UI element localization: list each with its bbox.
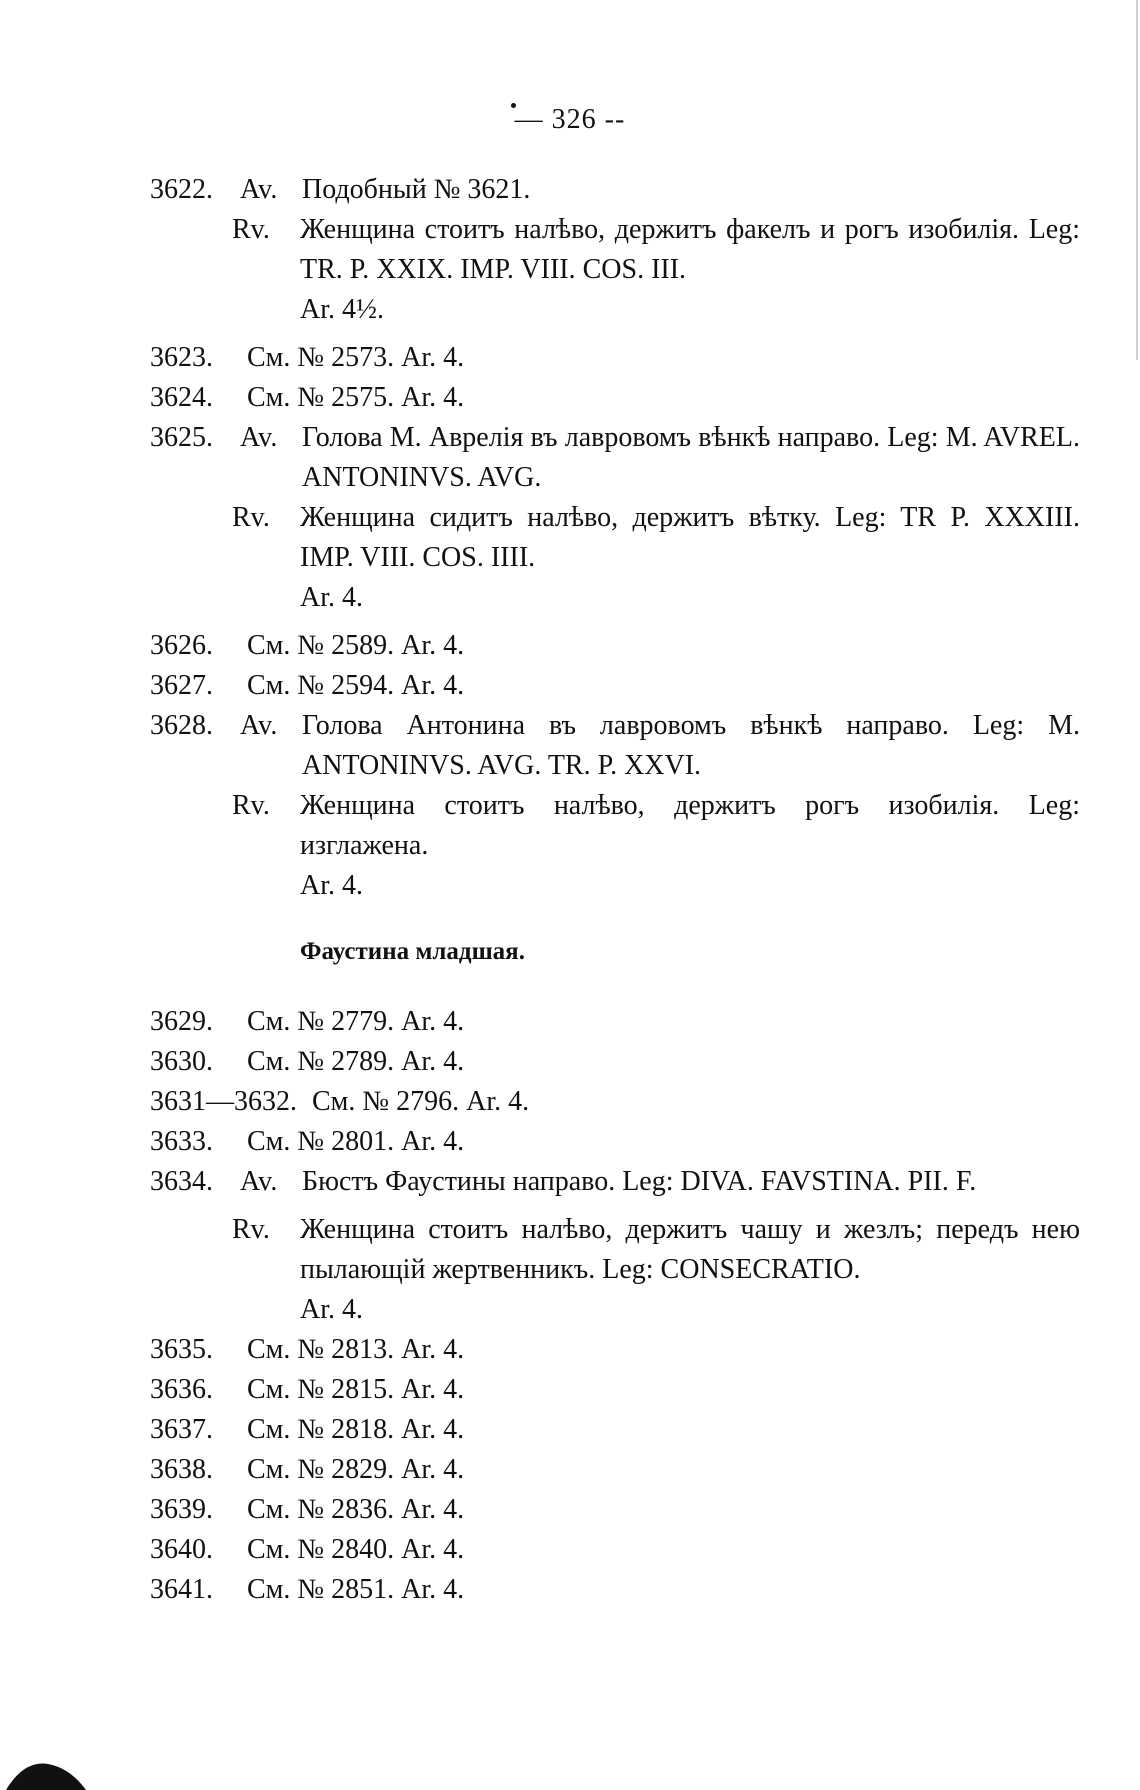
entry-number: 3628. (150, 710, 213, 741)
entry-number: 3626. (150, 630, 213, 661)
entry-number: 3633. (150, 1126, 213, 1157)
entry-number: 3629. (150, 1006, 213, 1037)
entry-text: См. № 2779. Ar. 4. (247, 1006, 465, 1037)
section-title: Фаустина младшая. (300, 938, 525, 965)
obverse-label: Av. (240, 174, 278, 205)
entry-weight: Ar. 4. (300, 870, 363, 901)
corner-scan-artifact (6, 1750, 86, 1790)
entry-text: См. № 2801. Ar. 4. (247, 1126, 465, 1157)
catalog-entry-3624 (150, 378, 1080, 418)
catalog-entry-3625 (150, 418, 1080, 618)
entry-number: 3623. (150, 342, 213, 373)
catalog-entry-3637 (150, 1410, 1080, 1450)
catalog-entry-3631-3632 (150, 1082, 1080, 1122)
entry-text: См. № 2818. Ar. 4. (247, 1414, 465, 1445)
entry-number: 3638. (150, 1454, 213, 1485)
catalog-content (150, 170, 1080, 1610)
entry-number: 3630. (150, 1046, 213, 1077)
catalog-entry-3635 (150, 1330, 1080, 1370)
entry-text: См. № 2594. Ar. 4. (247, 670, 465, 701)
entry-text: См. № 2829. Ar. 4. (247, 1454, 465, 1485)
reverse-label: Rv. (232, 214, 270, 245)
entry-text: См. № 2589. Ar. 4. (247, 630, 465, 661)
catalog-entry-3634 (150, 1162, 1080, 1330)
obverse-text: Подобный № 3621. (302, 174, 531, 205)
entry-text: См. № 2813. Ar. 4. (247, 1334, 465, 1365)
reverse-label: Rv. (232, 1214, 270, 1245)
catalog-entry-3623 (150, 338, 1080, 378)
entry-number: 3637. (150, 1414, 213, 1445)
entry-number: 3639. (150, 1494, 213, 1525)
entry-number: 3636. (150, 1374, 213, 1405)
entry-number: 3634. (150, 1166, 213, 1197)
entry-text: См. № 2789. Ar. 4. (247, 1046, 465, 1077)
reverse-text: Женщина стоитъ налѣво, держитъ факелъ и рогъ изобилія. Leg: TR. P. XXIX. IMP. VIII. COS. III. (300, 214, 1080, 285)
catalog-entry-3628 (150, 706, 1080, 906)
catalog-entry-3641 (150, 1570, 1080, 1610)
catalog-entry-3630 (150, 1042, 1080, 1082)
entry-text: См. № 2836. Ar. 4. (247, 1494, 465, 1525)
page-number: — 326 -- (514, 104, 626, 135)
obverse-text: Бюстъ Фаустины направо. Leg: DIVA. FAVSTINA. PII. F. (302, 1166, 977, 1197)
entry-number: 3631—3632. (150, 1086, 297, 1117)
entry-number: 3622. (150, 174, 213, 205)
reverse-text: Женщина стоитъ налѣво, держитъ чашу и жезлъ; передъ нею пылающій жертвенникъ. Leg: CONSECRATIO. (300, 1214, 1080, 1285)
catalog-entry-3627 (150, 666, 1080, 706)
entry-weight: Ar. 4. (300, 1294, 363, 1325)
catalog-entry-3633 (150, 1122, 1080, 1162)
reverse-label: Rv. (232, 790, 270, 821)
reverse-text: Женщина стоитъ налѣво, держитъ рогъ изобилія. Leg: изглажена. (300, 790, 1080, 861)
catalog-entry-3629 (150, 1002, 1080, 1042)
catalog-entry-3639 (150, 1490, 1080, 1530)
entry-number: 3640. (150, 1534, 213, 1565)
obverse-label: Av. (240, 710, 278, 741)
obverse-label: Av. (240, 1166, 278, 1197)
entry-weight: Ar. 4. (300, 582, 363, 613)
catalog-entry-3626 (150, 626, 1080, 666)
entry-text: См. № 2575. Ar. 4. (247, 382, 465, 413)
catalog-entry-3638 (150, 1450, 1080, 1490)
catalog-entry-3622 (150, 170, 1080, 330)
catalog-entry-3640 (150, 1530, 1080, 1570)
entry-weight: Ar. 4½. (300, 294, 384, 325)
entry-text: См. № 2796. Ar. 4. (312, 1086, 530, 1117)
entry-number: 3624. (150, 382, 213, 413)
entry-text: См. № 2573. Ar. 4. (247, 342, 465, 373)
entry-text: См. № 2840. Ar. 4. (247, 1534, 465, 1565)
entry-text: См. № 2851. Ar. 4. (247, 1574, 465, 1605)
obverse-text: Голова Антонина въ лавровомъ вѣнкѣ направо. Leg: M. ANTONINVS. AVG. TR. P. XXVI. (302, 710, 1080, 781)
entry-number: 3635. (150, 1334, 213, 1365)
entry-text: См. № 2815. Ar. 4. (247, 1374, 465, 1405)
scan-margin-line (1136, 0, 1138, 360)
entry-number: 3627. (150, 670, 213, 701)
obverse-text: Голова М. Аврелія въ лавровомъ вѣнкѣ направо. Leg: M. AVREL. ANTONINVS. AVG. (302, 422, 1080, 493)
entry-number: 3641. (150, 1574, 213, 1605)
reverse-text: Женщина сидитъ налѣво, держитъ вѣтку. Leg: TR P. XXXIII. IMP. VIII. COS. IIII. (300, 502, 1080, 573)
catalog-entry-3636 (150, 1370, 1080, 1410)
entry-number: 3625. (150, 422, 213, 453)
obverse-label: Av. (240, 422, 278, 453)
reverse-label: Rv. (232, 502, 270, 533)
